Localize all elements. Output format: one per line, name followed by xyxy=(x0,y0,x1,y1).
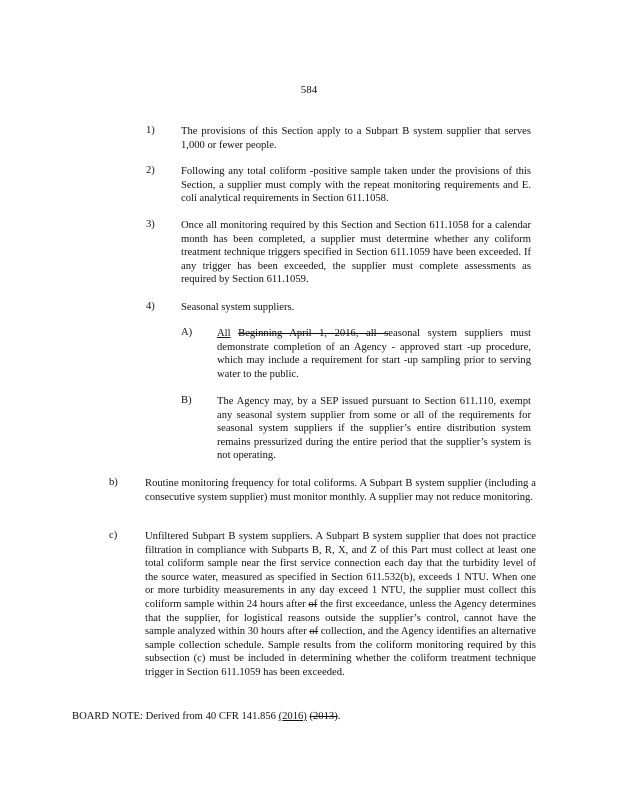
deleted-text: of xyxy=(308,598,318,610)
sub-item-marker: A) xyxy=(181,327,193,338)
deleted-text: (2013) xyxy=(309,711,338,722)
item-marker: 1) xyxy=(146,125,155,136)
board-note-text: BOARD NOTE: Derived from 40 CFR 141.856 xyxy=(72,711,279,722)
deleted-text: Beginning April 1, 2016, all s xyxy=(238,328,389,339)
paragraph-text xyxy=(145,530,536,680)
item-text: The provisions of this Section apply to a Subpart B system supplier that serves 1,000 or fewer people. xyxy=(181,126,531,151)
body-text: easonal system suppliers must demonstrate completion of an Agency - approved start -up procedure, which may include a requirement for start -up sampling prior to serving water to the public. xyxy=(217,328,532,380)
board-note xyxy=(72,710,340,724)
item-marker: 2) xyxy=(146,165,155,176)
item-text: Seasonal system suppliers. xyxy=(181,302,295,313)
sub-item-marker: B) xyxy=(181,395,192,406)
inserted-text: (2016) xyxy=(278,711,307,722)
paragraph-text: Routine monitoring frequency for total coliforms. A Subpart B system supplier (including a consecutive system supplier) must monitor monthly. A supplier may not reduce monitoring. xyxy=(145,478,536,503)
item-text: Following any total coliform -positive sample taken under the provisions of this Section, a supplier must comply with the repeat monitoring requirements and E. coli analytical requirements in Section 611.1058. xyxy=(181,166,531,205)
body-text: the first exceedance, unless the Agency determines that the supplier, for logistical reasons outside the supplier’s control, cannot have the sample analyzed within 30 hours after xyxy=(145,598,536,638)
paragraph-marker: c) xyxy=(109,530,118,541)
sub-item-text xyxy=(217,327,531,381)
inserted-text: All xyxy=(217,328,231,339)
sub-item-text: The Agency may, by a SEP issued pursuant to Section 611.110, exempt any seasonal system supplier from some or all of the requirements for seasonal system suppliers if the supplier’s entire distribution system remains pressurized during the entire period that the supplier’s system is not operating. xyxy=(217,396,531,462)
body-text: collection, and the Agency identifies an alternative sample collection schedule. Sample results from the coliform monitoring required by this subsection (c) must be included in determining whether the coliform treatment technique trigger in Section 611.1059 has been exceeded. xyxy=(145,626,536,678)
item-text: Once all monitoring required by this Section and Section 611.1058 for a calendar month has been completed, a supplier must determine whether any coliform treatment technique triggers specified in Section 611.1059 have been exceeded. If any trigger has been exceeded, the supplier must complete assessments as required by Section 611.1059. xyxy=(181,220,531,286)
page-number: 584 xyxy=(300,84,318,96)
body-text: Unfiltered Subpart B system suppliers. A Subpart B system supplier that does not practice filtration in compliance with Subparts B, R, X, and Z of this Part must collect at least one total coliform sample near the first service connection each day that the turbidity level of the source water, measured as specified in Section 611.532(b), exceeds 1 NTU. When one or more turbidity measurements in any day exceed 1 NTU, the supplier must collect this coliform sample within 24 hours after xyxy=(145,531,536,610)
item-marker: 3) xyxy=(146,219,155,230)
item-marker: 4) xyxy=(146,301,155,312)
board-note-suffix: . xyxy=(337,711,341,722)
deleted-text: of xyxy=(309,626,319,638)
paragraph-marker: b) xyxy=(109,477,118,488)
